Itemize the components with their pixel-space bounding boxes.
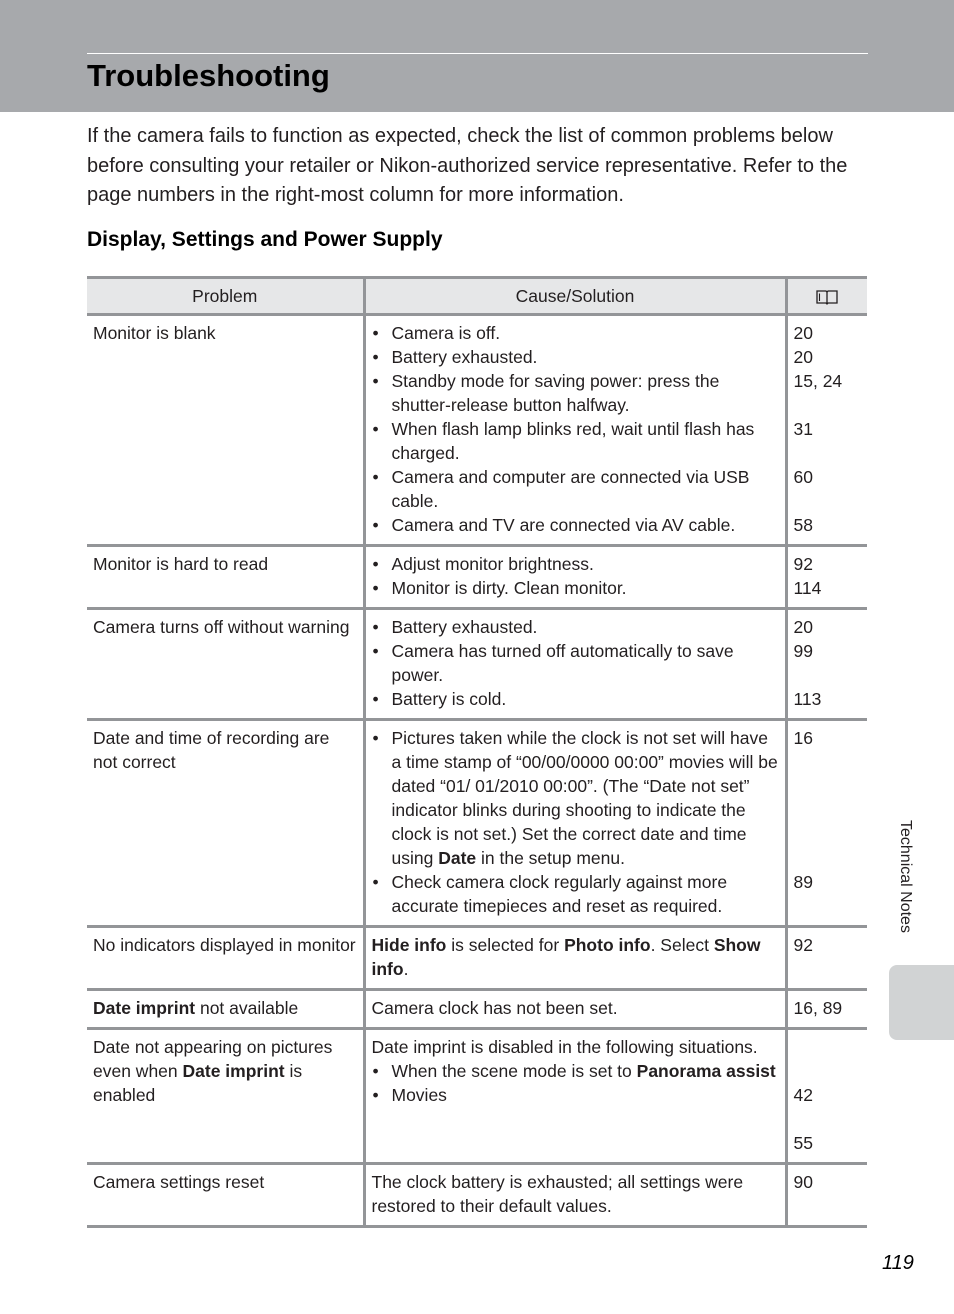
problem-cell [87,720,364,927]
column-header-problem: Problem [87,278,364,315]
page-reference: 58 [793,515,813,535]
ref-spacer [794,894,862,918]
text-run: Movies [391,1085,447,1105]
problem-cell [87,1164,364,1227]
page-reference: 42 [793,1085,813,1105]
text-run: Camera turns off without warning [93,617,350,637]
text-run: Date and time of recording are not correct [93,728,330,772]
problem-cell [87,609,364,720]
text-run: Camera and computer are connected via USB cable. [391,467,750,511]
column-header-reference [786,278,867,315]
text-run: Camera and TV are connected via AV cable. [391,515,736,535]
solution-cell [364,720,786,927]
solution-cell [364,1029,786,1164]
solution-item [372,726,779,870]
side-tab-label: Technical Notes [897,820,914,933]
page-reference: 20 [793,617,813,637]
intro-paragraph: If the camera fails to function as expected, check the list of common problems below before consulting your retailer or Nikon-authorized service representative. Refer to the page numbers in the right-most column for more information. [87,125,848,206]
header-rule [87,53,868,54]
reference-cell [786,927,867,990]
solution-item [372,1083,779,1107]
text-run: not available [195,998,299,1018]
text-run: Battery exhausted. [391,617,538,637]
text-run: Date not appearing on pictures even when [93,1037,333,1081]
table-row [87,315,867,546]
solution-list [372,726,779,918]
chapter-tab [889,965,954,1040]
text-run: Check camera clock regularly against more accurate timepieces and reset as required. [391,872,728,916]
solution-cell [364,927,786,990]
bold-text: Hide info [371,935,447,955]
text-run: Camera settings reset [93,1172,265,1192]
solution-text [372,996,779,1020]
solution-item [372,576,779,600]
solution-text [372,933,779,981]
reference-cell [786,1029,867,1164]
problem-cell [87,1029,364,1164]
reference-cell [786,720,867,927]
solution-cell [364,315,786,546]
page-reference: 16, 89 [793,998,843,1018]
table-header-row [87,278,867,315]
solution-list [372,615,779,711]
text-run: Camera has turned off automatically to save power. [391,641,734,685]
text-run: Battery exhausted. [391,347,538,367]
page-reference: 15, 24 [793,371,843,391]
solution-item [372,345,779,369]
page-reference: 20 [793,323,813,343]
text-run: Pictures taken while the clock is not set will have a time stamp of “00/00/0000 00:00” movies will be dated “01/ 01/2010 00:00”. (The “Date not set” indicator blinks during shooting to indicate the clock is not set.) Set the correct date and time using [391,728,778,868]
text-run: Monitor is dirty. Clean monitor. [391,578,627,598]
problem-cell [87,315,364,546]
text-run: Camera is off. [391,323,501,343]
solution-item [372,552,779,576]
table-row [87,1164,867,1227]
solution-item [372,321,779,345]
solution-item [372,1059,779,1083]
solution-list [372,552,779,600]
text-run: Monitor is hard to read [93,554,269,574]
bold-text: Photo info [564,935,651,955]
page-reference: 20 [793,347,813,367]
text-run: Camera clock has not been set. [371,998,618,1018]
page-reference: 31 [793,419,813,439]
page-reference: 114 [793,578,822,598]
text-run: When the scene mode is set to [391,1061,637,1081]
ref-spacer [794,846,862,870]
solution-item [372,639,779,687]
table-body [87,315,867,1227]
ref-spacer [794,798,862,822]
ref-spacer [794,441,862,465]
problem-cell [87,990,364,1029]
problem-cell [87,546,364,609]
table-row [87,927,867,990]
table-row [87,609,867,720]
problem-cell [87,927,364,990]
bold-text: Date [438,848,477,868]
text-run: is enabled [93,1061,303,1105]
page-reference: 92 [793,554,813,574]
solution-cell [364,990,786,1029]
solution-item [372,687,779,711]
page-reference: 16 [793,728,813,748]
bold-text: Show info [371,935,761,979]
solution-item [372,369,779,417]
text-run: Adjust monitor brightness. [391,554,594,574]
solution-cell [364,609,786,720]
page-reference: 60 [793,467,813,487]
ref-spacer [794,489,862,513]
book-icon [816,289,838,305]
solution-list [372,1059,779,1107]
section-heading: Display, Settings and Power Supply [87,228,443,251]
page-number: 119 [882,1252,914,1274]
solution-item [372,417,779,465]
reference-cell [786,315,867,546]
ref-spacer [794,750,862,774]
ref-spacer [794,393,862,417]
ref-spacer [794,774,862,798]
bold-text: Date imprint [93,998,196,1018]
table-row [87,720,867,927]
page-reference: 113 [793,689,822,709]
page-reference: 55 [793,1133,813,1153]
text-run: The clock battery is exhausted; all settings were restored to their default values. [371,1172,744,1216]
ref-spacer [794,1035,862,1083]
solution-item [372,615,779,639]
ref-spacer [794,1107,862,1131]
text-run: Battery is cold. [391,689,507,709]
reference-cell [786,546,867,609]
reference-cell [786,1164,867,1227]
solution-list [372,321,779,537]
bold-text: Panorama assist [636,1061,776,1081]
page-reference: 92 [793,935,813,955]
solution-text [372,1170,779,1218]
ref-spacer [794,663,862,687]
bold-text: Date imprint [182,1061,285,1081]
solution-item [372,513,779,537]
solution-cell [364,1164,786,1227]
reference-cell [786,609,867,720]
column-header-solution: Cause/Solution [364,278,786,315]
text-run: No indicators displayed in monitor [93,935,356,955]
troubleshooting-table [87,276,867,1228]
text-run: Monitor is blank [93,323,216,343]
text-run: . Select [650,935,714,955]
page-reference: 90 [793,1172,813,1192]
table-row [87,990,867,1029]
header-band [0,0,954,112]
page-reference: 89 [793,872,813,892]
text-run: Standby mode for saving power: press the shutter-release button halfway. [391,371,720,415]
table-row [87,1029,867,1164]
table-row [87,546,867,609]
solution-cell [364,546,786,609]
text-run: When flash lamp blinks red, wait until flash has charged. [391,419,755,463]
solution-item [372,870,779,918]
solution-item [372,465,779,513]
page-title: Troubleshooting [87,58,330,93]
ref-spacer [794,822,862,846]
text-run: . [403,959,409,979]
solution-lead: Date imprint is disabled in the following situations. [371,1037,758,1057]
page-reference: 99 [793,641,813,661]
reference-cell [786,990,867,1029]
text-run: in the setup menu. [476,848,625,868]
text-run: is selected for [446,935,565,955]
